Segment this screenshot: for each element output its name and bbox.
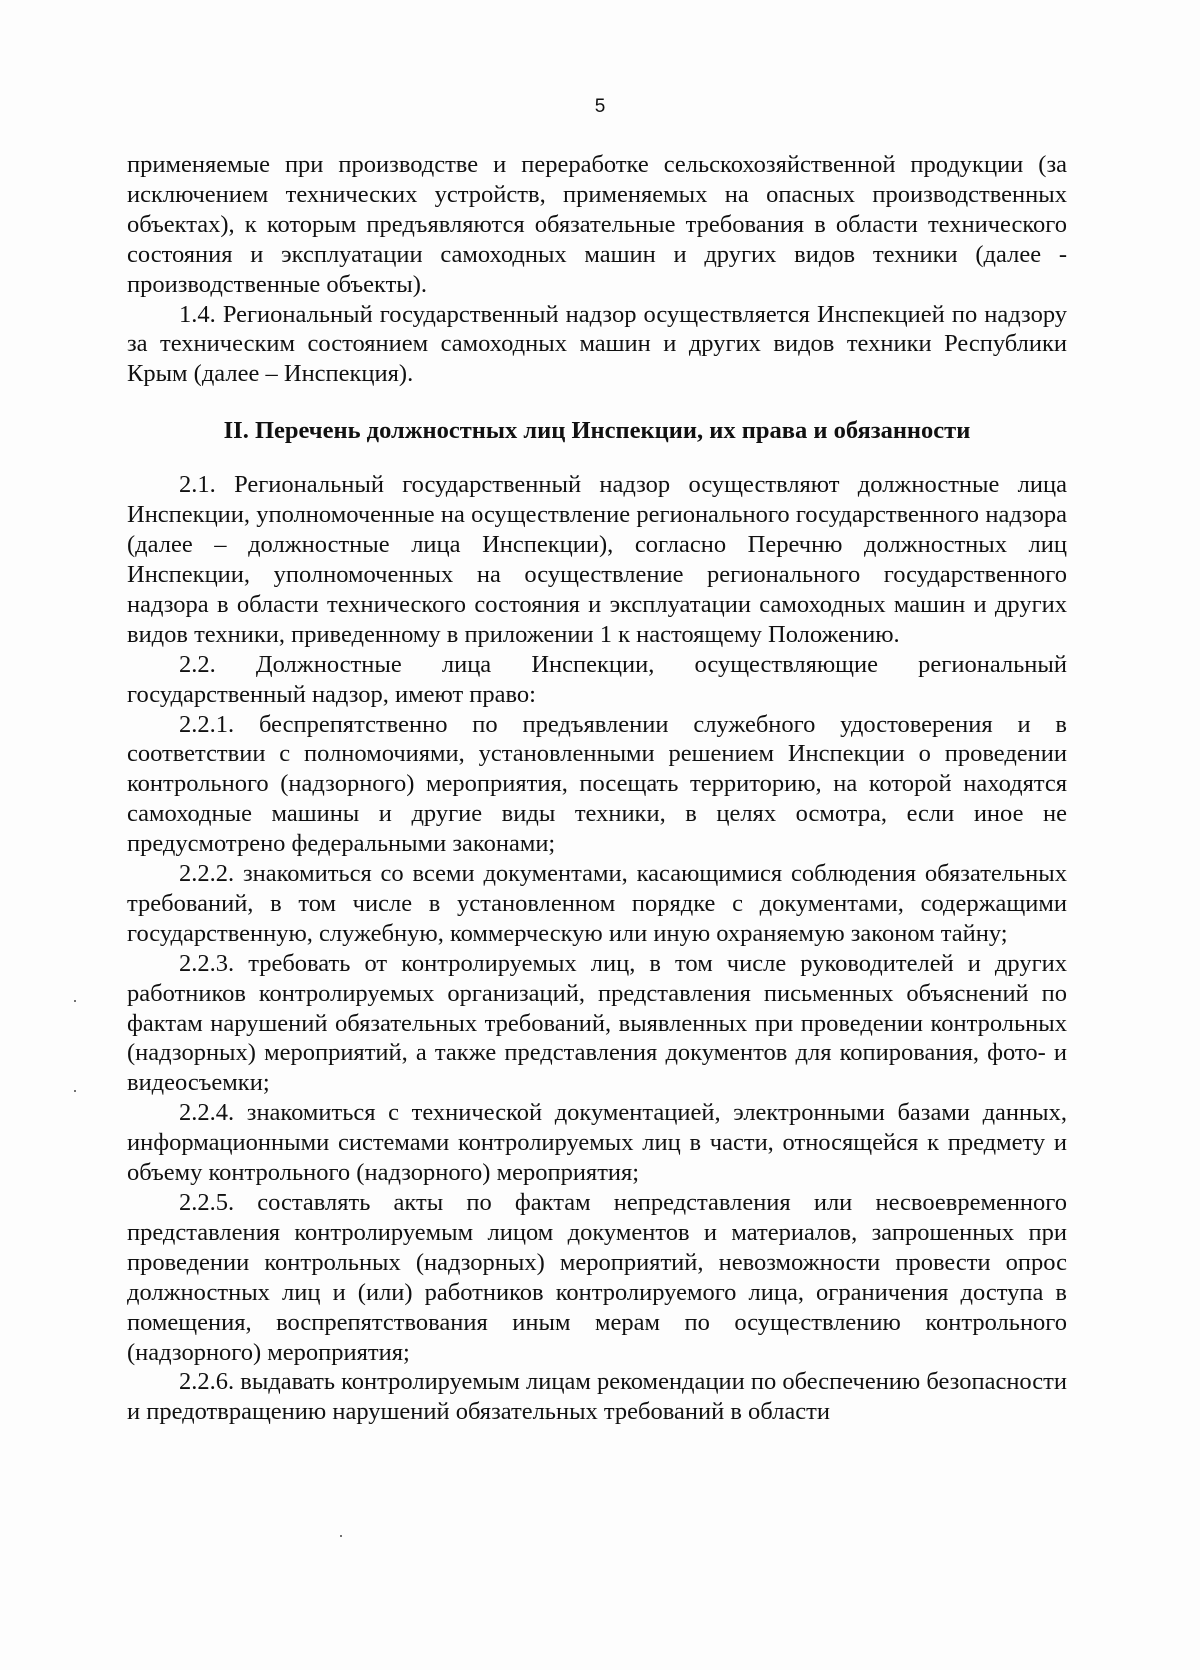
paragraph-2-2-1: 2.2.1. беспрепятственно по предъявлении служебного удостоверения и в соответствии с полномочиями, установленными решением Инспекции о проведении контрольного (надзорного) мероприятия, посещать территорию, на которой находятся самоходные машины и другие виды техники, в целях осмотра, если иное не предусмотрено федеральными законами; [127,710,1067,858]
paragraph-2-2-3: 2.2.3. требовать от контролируемых лиц, в том числе руководителей и других работников контролируемых организаций, представления письменных объяснений по фактам нарушений обязательных требований, выявленных при проведении контрольных (надзорных) мероприятий, а также представления документов для копирования, фото- и видеосъемки; [127,949,1067,1097]
paragraph-2-2: 2.2. Должностные лица Инспекции, осуществляющие региональный государственный надзор, имеют право: [127,650,1067,708]
paragraph-2-1: 2.1. Региональный государственный надзор осуществляют должностные лица Инспекции, уполномоченные на осуществление регионального государственного надзора (далее – должностные лица Инспекции), согласно Перечню должностных лиц Инспекции, уполномоченных на осуществление регионального государственного надзора в области технического состояния и эксплуатации самоходных машин и других видов техники, приведенному в приложении 1 к настоящему Положению. [127,471,1067,648]
paragraph-1-4: 1.4. Региональный государственный надзор осуществляется Инспекцией по надзору за техническим состоянием самоходных машин и других видов техники Республики Крым (далее – Инспекция). [127,300,1067,388]
intro-paragraph: применяемые при производстве и переработке сельскохозяйственной продукции (за исключением технических устройств, применяемых на опасных производственных объектах), к которым предъявляются обязательные требования в области технического состояния и эксплуатации самоходных машин и других видов техники (далее - производственные объекты). [127,151,1067,298]
scan-speck [74,1090,76,1092]
page-number: 5 [594,96,606,117]
paragraph-2-2-5: 2.2.5. составлять акты по фактам непредставления или несвоевременного представления контролируемым лицом документов и материалов, запрошенных при проведении контрольных (надзорных) мероприятий, невозможности провести опрос должностных лиц и (или) работников контролируемого лица, ограничения доступа в помещения, воспрепятствования иным мерам по осуществлению контрольного (надзорного) мероприятия; [127,1189,1067,1366]
document-body [127,150,1067,1427]
paragraph-2-2-2: 2.2.2. знакомиться со всеми документами, касающимися соблюдения обязательных требований, в том числе в установленном порядке с документами, содержащими государственную, служебную, коммерческую или иную охраняемую законом тайну; [127,860,1067,947]
scan-speck [340,1535,342,1537]
section-2-heading: II. Перечень должностных лиц Инспекции, их права и обязанности [223,417,971,445]
paragraph-2-2-4: 2.2.4. знакомиться с технической документацией, электронными базами данных, информационными системами контролируемых лиц в части, относящейся к предмету и объему контрольного (надзорного) мероприятия; [127,1099,1067,1187]
scan-speck [74,1000,76,1002]
paragraph-2-2-6: 2.2.6. выдавать контролируемым лицам рекомендации по обеспечению безопасности и предотвращению нарушений обязательных требований в области [127,1368,1067,1426]
